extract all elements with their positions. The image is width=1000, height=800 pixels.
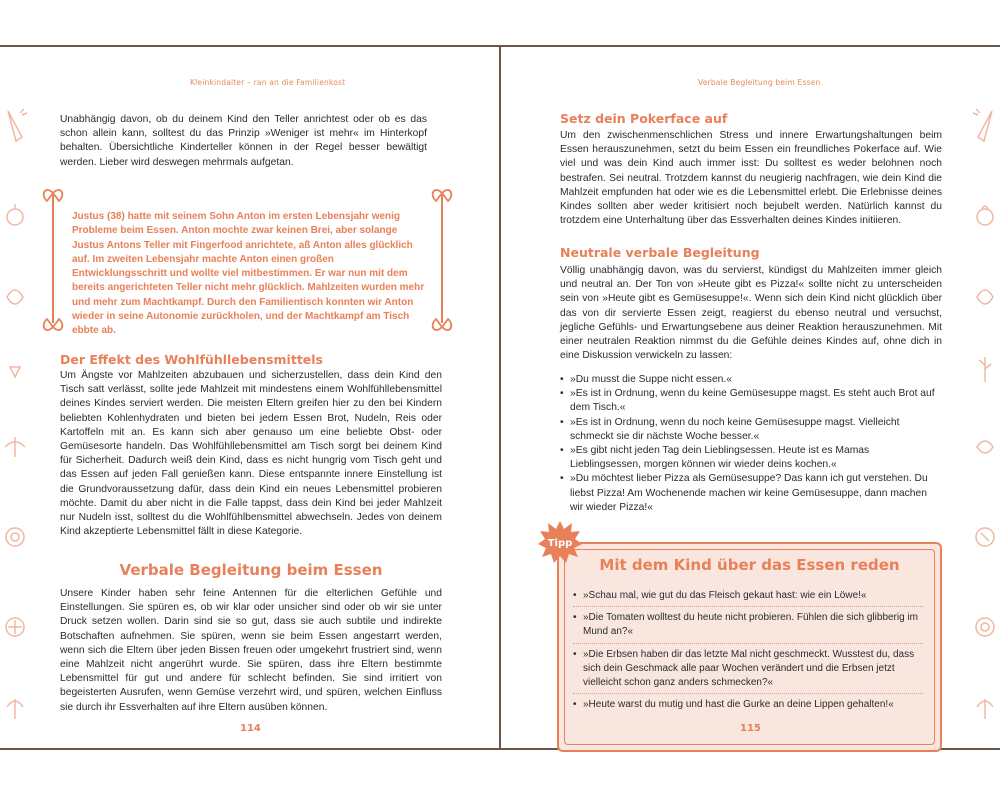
story-box: [72, 210, 428, 339]
right-margin-ornaments: [972, 107, 998, 727]
tip-badge-label: Tipp: [547, 538, 573, 549]
list-item: • »Die Erbsen haben dir das letzte Mal nicht geschmeckt. Wusstest du, dass sich dein Geschmack alle paar Wochen verändert und die Erbsen jetzt vielleicht schon ganz anders schmecken?«: [573, 648, 923, 695]
left-page-number: 114: [240, 723, 261, 734]
neutral-paragraph: Völlig unabhängig davon, was du servierst, kündigst du Mahlzeiten immer gleich und neutral an. Der Ton von »Heute gibt es Pizza!« sollte nicht zu unterscheiden sein von »Heute gibt es Gemüsesuppe!«. Wenn sich dein Kind nicht glücklich über das von dir servierte Essen zeigt, reagierst du ebenso neutral und versuchst, jegliche Gefühls- und Erwartungsebene aus deiner Reaktion herauszunehmen. Mit einer neutralen Reaktion nimmst du die Gefühle deines Kindes auf, ohne dich in eine Diskussion verwickeln zu lassen:: [560, 265, 942, 362]
left-section2-body: [60, 587, 442, 715]
tip-box: [557, 542, 942, 752]
intro-paragraph: Unabhängig davon, ob du deinem Kind den Teller anrichtest oder ob es das schon allein kann, solltest du das Prinzip »Weniger ist mehr« im Hinterkopf behalten. Übersichtliche Kinderteller können in der Regel besser bewältigt werden. Lieber wird deswegen mehrmals aufgetan.: [60, 114, 427, 168]
story-text: Justus (38) hatte mit seinem Sohn Anton im ersten Lebensjahr wenig Probleme beim Essen. Anton mochte zwar keinen Brei, aber solange Justus Antons Teller mit Fingerfood anrichtete, aß Anton alles glücklich auf. Im zweiten Lebensjahr machte Anton einen großen Entwicklungsschritt und wollte viel mitbestimmen. Er war nun mit dem bereits angerichteten Teller nicht mehr glücklich. Mahlzeiten wurden mehr und mehr zum Machtkampf. Durch den Familientisch konnten wir Anton wieder in seine Autonomie zurückholen, und der Machtkampf am Tisch ebbte ab.: [72, 211, 425, 337]
right-section2-heading: Neutrale verbale Begleitung: [560, 245, 760, 260]
tip-title: Mit dem Kind über das Essen reden: [599, 556, 900, 574]
list-item: • »Es ist in Ordnung, wenn du keine Gemüsesuppe magst. Es steht auch Brot auf dem Tisch.«: [560, 387, 942, 415]
left-intro: [60, 113, 427, 170]
list-item: • »Es gibt nicht jeden Tag dein Lieblingsessen. Heute ist es Mamas Lieblingsessen, morgen können wir wieder deins kochen.«: [560, 444, 942, 472]
pokerface-paragraph: Um den zwischenmenschlichen Stress und innere Erwartungshaltungen beim Essen herauszunehmen, setzt du beim Essen ein freundliches Pokerface auf. Wie viel und was dein Kind auch immer isst: Du solltest es weder belohnen noch bestrafen. Sei neutral. Trotzdem kannst du neugierig nachfragen, wie dein Kind die Mahlzeit empfunden hat oder wie es die Lebensmittel erlebt. Die Erlebnisse deines Kindes sollten aber weder kritisiert noch bejubelt werden. Natürlich kannst du trotzdem eine Unterhaltung über das Essverhalten deines Kindes initiieren.: [560, 130, 942, 227]
right-section1-body: [560, 129, 942, 228]
list-item: • »Du musst die Suppe nicht essen.«: [560, 373, 942, 387]
tip-list: [573, 589, 923, 719]
section1-paragraph: Um Ängste vor Mahlzeiten abzubauen und sicherzustellen, dass dein Kind den Tisch satt verlässt, sollte jede Mahlzeit mit mindestens einem Wohlfühllebensmittel deines Kindes serviert werden. Die meisten Eltern greifen hier zu den bei Kindern beliebten Kohlenhydraten und bieten bei jedem Essen Brot, Nudeln, Reis oder Kartoffeln mit an. Es kann sich aber genauso um eine beliebte Obst- oder Gemüsesorte handeln. Das Wohlfühllebensmittel am Tisch sorgt bei deinem Kind für Sicherheit. Dadurch weiß dein Kind, dass es nicht hungrig vom Tisch geht und das Essen auf jeden Fall genießen kann. Diese entspannte innere Einstellung ist die Grundvoraussetzung dafür, dass dein Kind ein neues Lebensmittel probieren möchte. Damit du aber nicht in die Falle tappst, dass dein Kind bei jeder Mahlzeit nur Nudeln isst, solltest du die Wohlfühlbensmittel abwechseln. Jedes von deinem Kind akzeptierte Lebensmittel fällt in diese Kategorie.: [60, 370, 442, 538]
right-bullet-list: [560, 373, 942, 515]
tip-splash-badge: [535, 517, 585, 567]
right-section1-heading: Setz dein Pokerface auf: [560, 111, 728, 126]
story-right-ornament: [427, 187, 457, 337]
left-margin-ornaments: [2, 107, 28, 727]
list-item: • »Schau mal, wie gut du das Fleisch gekaut hast: wie ein Löwe!«: [573, 589, 923, 607]
left-section2-heading: Verbale Begleitung beim Essen: [119, 561, 383, 579]
section2-paragraph: Unsere Kinder haben sehr feine Antennen für die elterlichen Gefühle und Einstellungen. Sie spüren es, ob wir klar oder unsicher sind oder ob wir sie unter Druck setzen wollen. Darin sind sie so gut, dass sie auch subtile und indirekte Botschaften aufnehmen. Sie spüren, wenn sie beim Essen angestarrt werden, wenn sich die Eltern über jeden Bissen freuen oder umgekehrt frustriert sind, wenn eine Mahlzeit nicht angerührt wurde. Sie spüren, dass ihre Eltern bestimmte Lebensmittel für gut und andere für schlecht befinden. Sie sind irritiert von begeisterten Ausrufen, wenn Gemüse verzehrt wird, und spüren, welchen Einfluss sie durch ihr Essverhalten auf ihre Eltern ausüben können.: [60, 588, 442, 713]
gutter-divider: [499, 47, 501, 748]
list-item: • »Die Tomaten wolltest du heute nicht probieren. Fühlen die sich glibberig im Mund an?«: [573, 611, 923, 643]
left-running-head: Kleinkindalter – ran an die Familienkost: [190, 78, 346, 87]
right-page-number: 115: [740, 723, 761, 734]
book-spread: [0, 45, 1000, 750]
story-left-ornament: [38, 187, 68, 337]
left-section1-heading: Der Effekt des Wohlfühllebensmittels: [60, 352, 323, 367]
right-running-head: Verbale Begleitung beim Essen: [698, 78, 821, 87]
list-item: • »Du möchtest lieber Pizza als Gemüsesuppe? Das kann ich gut verstehen. Du liebst Pizza! Am Wochenende machen wir keine Gemüsesuppe, dann machen wir wieder Pizza!«: [560, 472, 942, 515]
left-section1-body: [60, 369, 442, 539]
right-section2-body: [560, 264, 942, 363]
list-item: • »Es ist in Ordnung, wenn du noch keine Gemüsesuppe magst. Vielleicht schmeckt sie dir nächste Woche besser.«: [560, 416, 942, 444]
list-item: • »Heute warst du mutig und hast die Gurke an deine Lippen gehalten!«: [573, 698, 923, 715]
